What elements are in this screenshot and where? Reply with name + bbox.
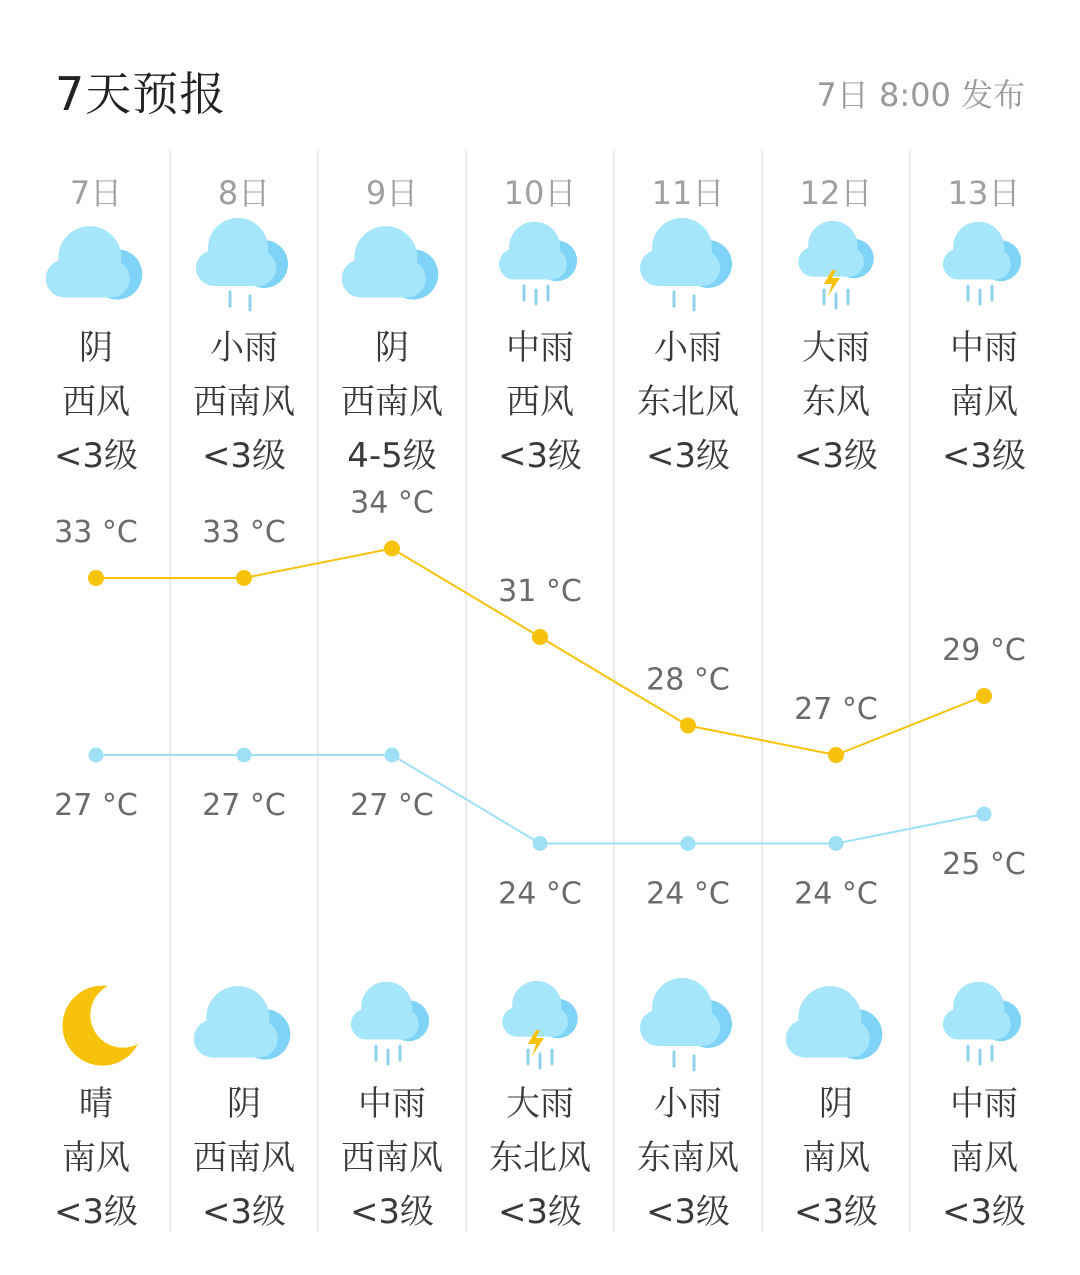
day-weather: 小雨 bbox=[654, 328, 722, 368]
day-wind-level: <3级 bbox=[645, 436, 731, 476]
high-temp-label: 27 °C bbox=[794, 692, 878, 727]
low-temp-point bbox=[533, 836, 548, 851]
night-wind-level: <3级 bbox=[53, 1192, 139, 1232]
day-weather: 阴 bbox=[79, 328, 113, 368]
night-weather: 中雨 bbox=[358, 1084, 426, 1124]
night-wind-level: <3级 bbox=[497, 1192, 583, 1232]
night-wind: 东北风 bbox=[489, 1138, 591, 1178]
thunderstorm-icon bbox=[490, 974, 590, 1074]
night-wind-level: <3级 bbox=[793, 1192, 879, 1232]
night-wind: 南风 bbox=[950, 1138, 1018, 1178]
day-wind: 南风 bbox=[950, 382, 1018, 422]
day-date: 12日 bbox=[799, 174, 873, 212]
low-temp-point bbox=[237, 748, 252, 763]
night-wind-level: <3级 bbox=[201, 1192, 287, 1232]
night-weather: 阴 bbox=[227, 1084, 261, 1124]
night-wind: 东南风 bbox=[637, 1138, 739, 1178]
cloud-icon bbox=[786, 974, 886, 1074]
high-temp-point bbox=[384, 541, 400, 557]
day-weather: 阴 bbox=[375, 328, 409, 368]
night-wind: 西南风 bbox=[193, 1138, 295, 1178]
low-temp-point bbox=[977, 807, 992, 822]
high-temp-label: 29 °C bbox=[942, 633, 1026, 668]
published-time: 7日 8:00 发布 bbox=[816, 76, 1025, 114]
night-wind-level: <3级 bbox=[645, 1192, 731, 1232]
night-wind: 西南风 bbox=[341, 1138, 443, 1178]
day-wind: 西南风 bbox=[193, 382, 295, 422]
high-temp-label: 31 °C bbox=[498, 574, 582, 609]
low-temp-label: 24 °C bbox=[794, 876, 878, 912]
day-date: 10日 bbox=[503, 174, 577, 212]
light-rain-icon bbox=[638, 974, 738, 1074]
low-temp-point bbox=[385, 748, 400, 763]
low-temp-label: 25 °C bbox=[942, 847, 1026, 882]
high-temp-point bbox=[532, 629, 548, 645]
night-wind: 南风 bbox=[62, 1138, 130, 1178]
temperature-chart bbox=[22, 150, 1058, 950]
day-wind: 西风 bbox=[62, 382, 130, 422]
high-temp-point bbox=[828, 747, 844, 763]
night-weather: 大雨 bbox=[506, 1084, 574, 1124]
day-date: 13日 bbox=[947, 174, 1021, 212]
day-date: 7日 bbox=[69, 174, 123, 212]
day-wind: 东北风 bbox=[637, 382, 739, 422]
low-temp-label: 27 °C bbox=[202, 788, 286, 823]
high-temp-point bbox=[88, 570, 104, 586]
high-temp-label: 33 °C bbox=[202, 515, 286, 550]
day-wind: 东风 bbox=[802, 382, 870, 422]
day-wind-level: 4-5级 bbox=[347, 436, 437, 476]
low-temp-point bbox=[681, 836, 696, 851]
day-weather: 中雨 bbox=[506, 328, 574, 368]
night-wind: 南风 bbox=[802, 1138, 870, 1178]
day-wind-level: <3级 bbox=[497, 436, 583, 476]
high-temp-label: 34 °C bbox=[350, 485, 434, 521]
high-temp-point bbox=[680, 718, 696, 734]
page-title: 7天预报 bbox=[55, 67, 227, 121]
high-temp-label: 28 °C bbox=[646, 662, 730, 698]
moderate-rain-icon bbox=[934, 974, 1034, 1074]
cloud-icon bbox=[194, 974, 294, 1074]
night-wind-level: <3级 bbox=[941, 1192, 1027, 1232]
low-temp-point bbox=[829, 836, 844, 851]
low-temp-label: 24 °C bbox=[498, 876, 582, 912]
high-temp-label: 33 °C bbox=[54, 515, 138, 550]
night-weather: 阴 bbox=[819, 1084, 853, 1124]
day-wind-level: <3级 bbox=[941, 436, 1027, 476]
day-wind-level: <3级 bbox=[53, 436, 139, 476]
low-temp-label: 24 °C bbox=[646, 876, 730, 912]
day-weather: 小雨 bbox=[210, 328, 278, 368]
night-weather: 中雨 bbox=[950, 1084, 1018, 1124]
day-wind: 西风 bbox=[506, 382, 574, 422]
high-temp-point bbox=[236, 570, 252, 586]
day-date: 9日 bbox=[365, 174, 419, 212]
day-wind: 西南风 bbox=[341, 382, 443, 422]
moderate-rain-icon bbox=[342, 974, 442, 1074]
low-temp-label: 27 °C bbox=[350, 788, 434, 823]
day-wind-level: <3级 bbox=[201, 436, 287, 476]
day-weather: 大雨 bbox=[802, 328, 870, 368]
high-temp-point bbox=[976, 688, 992, 704]
night-weather: 晴 bbox=[79, 1084, 113, 1124]
low-temp-point bbox=[89, 748, 104, 763]
day-date: 8日 bbox=[217, 174, 271, 212]
moon-icon bbox=[46, 974, 146, 1074]
day-weather: 中雨 bbox=[950, 328, 1018, 368]
day-date: 11日 bbox=[651, 174, 725, 212]
day-wind-level: <3级 bbox=[793, 436, 879, 476]
night-wind-level: <3级 bbox=[349, 1192, 435, 1232]
night-weather: 小雨 bbox=[654, 1084, 722, 1124]
low-temp-label: 27 °C bbox=[54, 788, 138, 823]
